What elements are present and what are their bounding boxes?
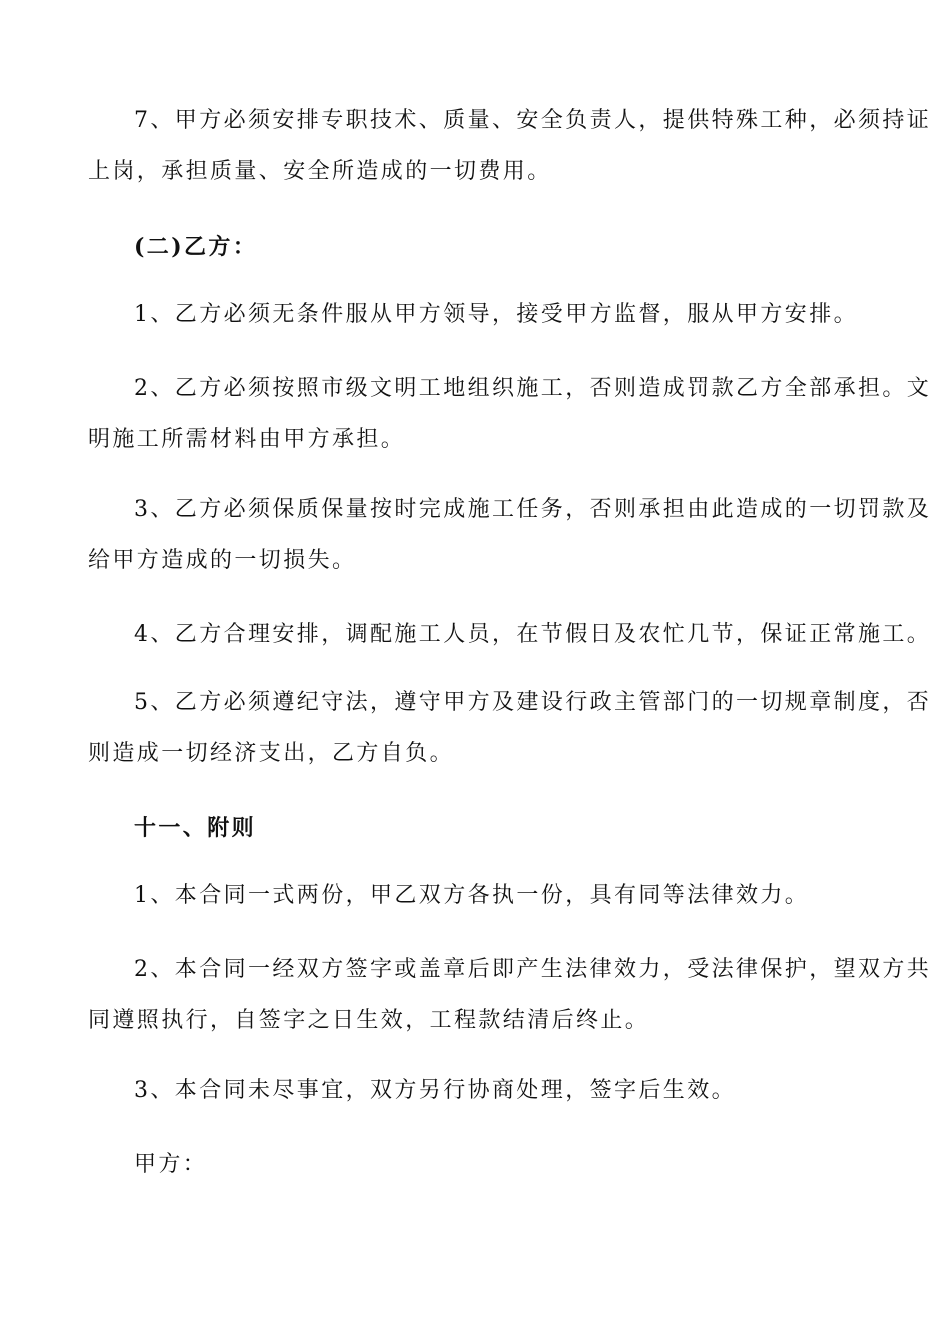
clause-7-line-2: 上岗，承担质量、安全所造成的一切费用。 xyxy=(88,159,552,184)
supplementary-clause-1: 1、本合同一式两份，甲乙双方各执一份，具有同等法律效力。 xyxy=(134,883,810,908)
clause-7-line-1: 7、甲方必须安排专职技术、质量、安全负责人，提供特殊工种，必须持证 xyxy=(134,108,932,133)
supplementary-clause-2-line-2: 同遵照执行，自签字之日生效，工程款结清后终止。 xyxy=(88,1008,650,1033)
party-b-clause-2-line-1: 2、乙方必须按照市级文明工地组织施工，否则造成罚款乙方全部承担。文 xyxy=(134,376,932,401)
party-b-clause-2-line-2: 明施工所需材料由甲方承担。 xyxy=(88,427,406,452)
party-b-clause-3-line-1: 3、乙方必须保质保量按时完成施工任务，否则承担由此造成的一切罚款及 xyxy=(134,497,932,522)
section-heading-party-b: (二)乙方： xyxy=(134,234,258,260)
supplementary-clause-3: 3、本合同未尽事宜，双方另行协商处理，签字后生效。 xyxy=(134,1078,736,1103)
party-b-clause-5-line-1: 5、乙方必须遵纪守法，遵守甲方及建设行政主管部门的一切规章制度，否 xyxy=(134,690,932,715)
section-heading-supplementary: 十一、附则 xyxy=(134,815,257,841)
party-a-signature-label: 甲方： xyxy=(134,1152,208,1177)
party-b-clause-4: 4、乙方合理安排，调配施工人员，在节假日及农忙几节，保证正常施工。 xyxy=(134,622,932,647)
party-b-clause-5-line-2: 则造成一切经济支出，乙方自负。 xyxy=(88,741,455,766)
party-b-clause-1: 1、乙方必须无条件服从甲方领导，接受甲方监督，服从甲方安排。 xyxy=(134,302,858,327)
party-b-clause-3-line-2: 给甲方造成的一切损失。 xyxy=(88,548,357,573)
supplementary-clause-2-line-1: 2、本合同一经双方签字或盖章后即产生法律效力，受法律保护，望双方共 xyxy=(134,957,932,982)
